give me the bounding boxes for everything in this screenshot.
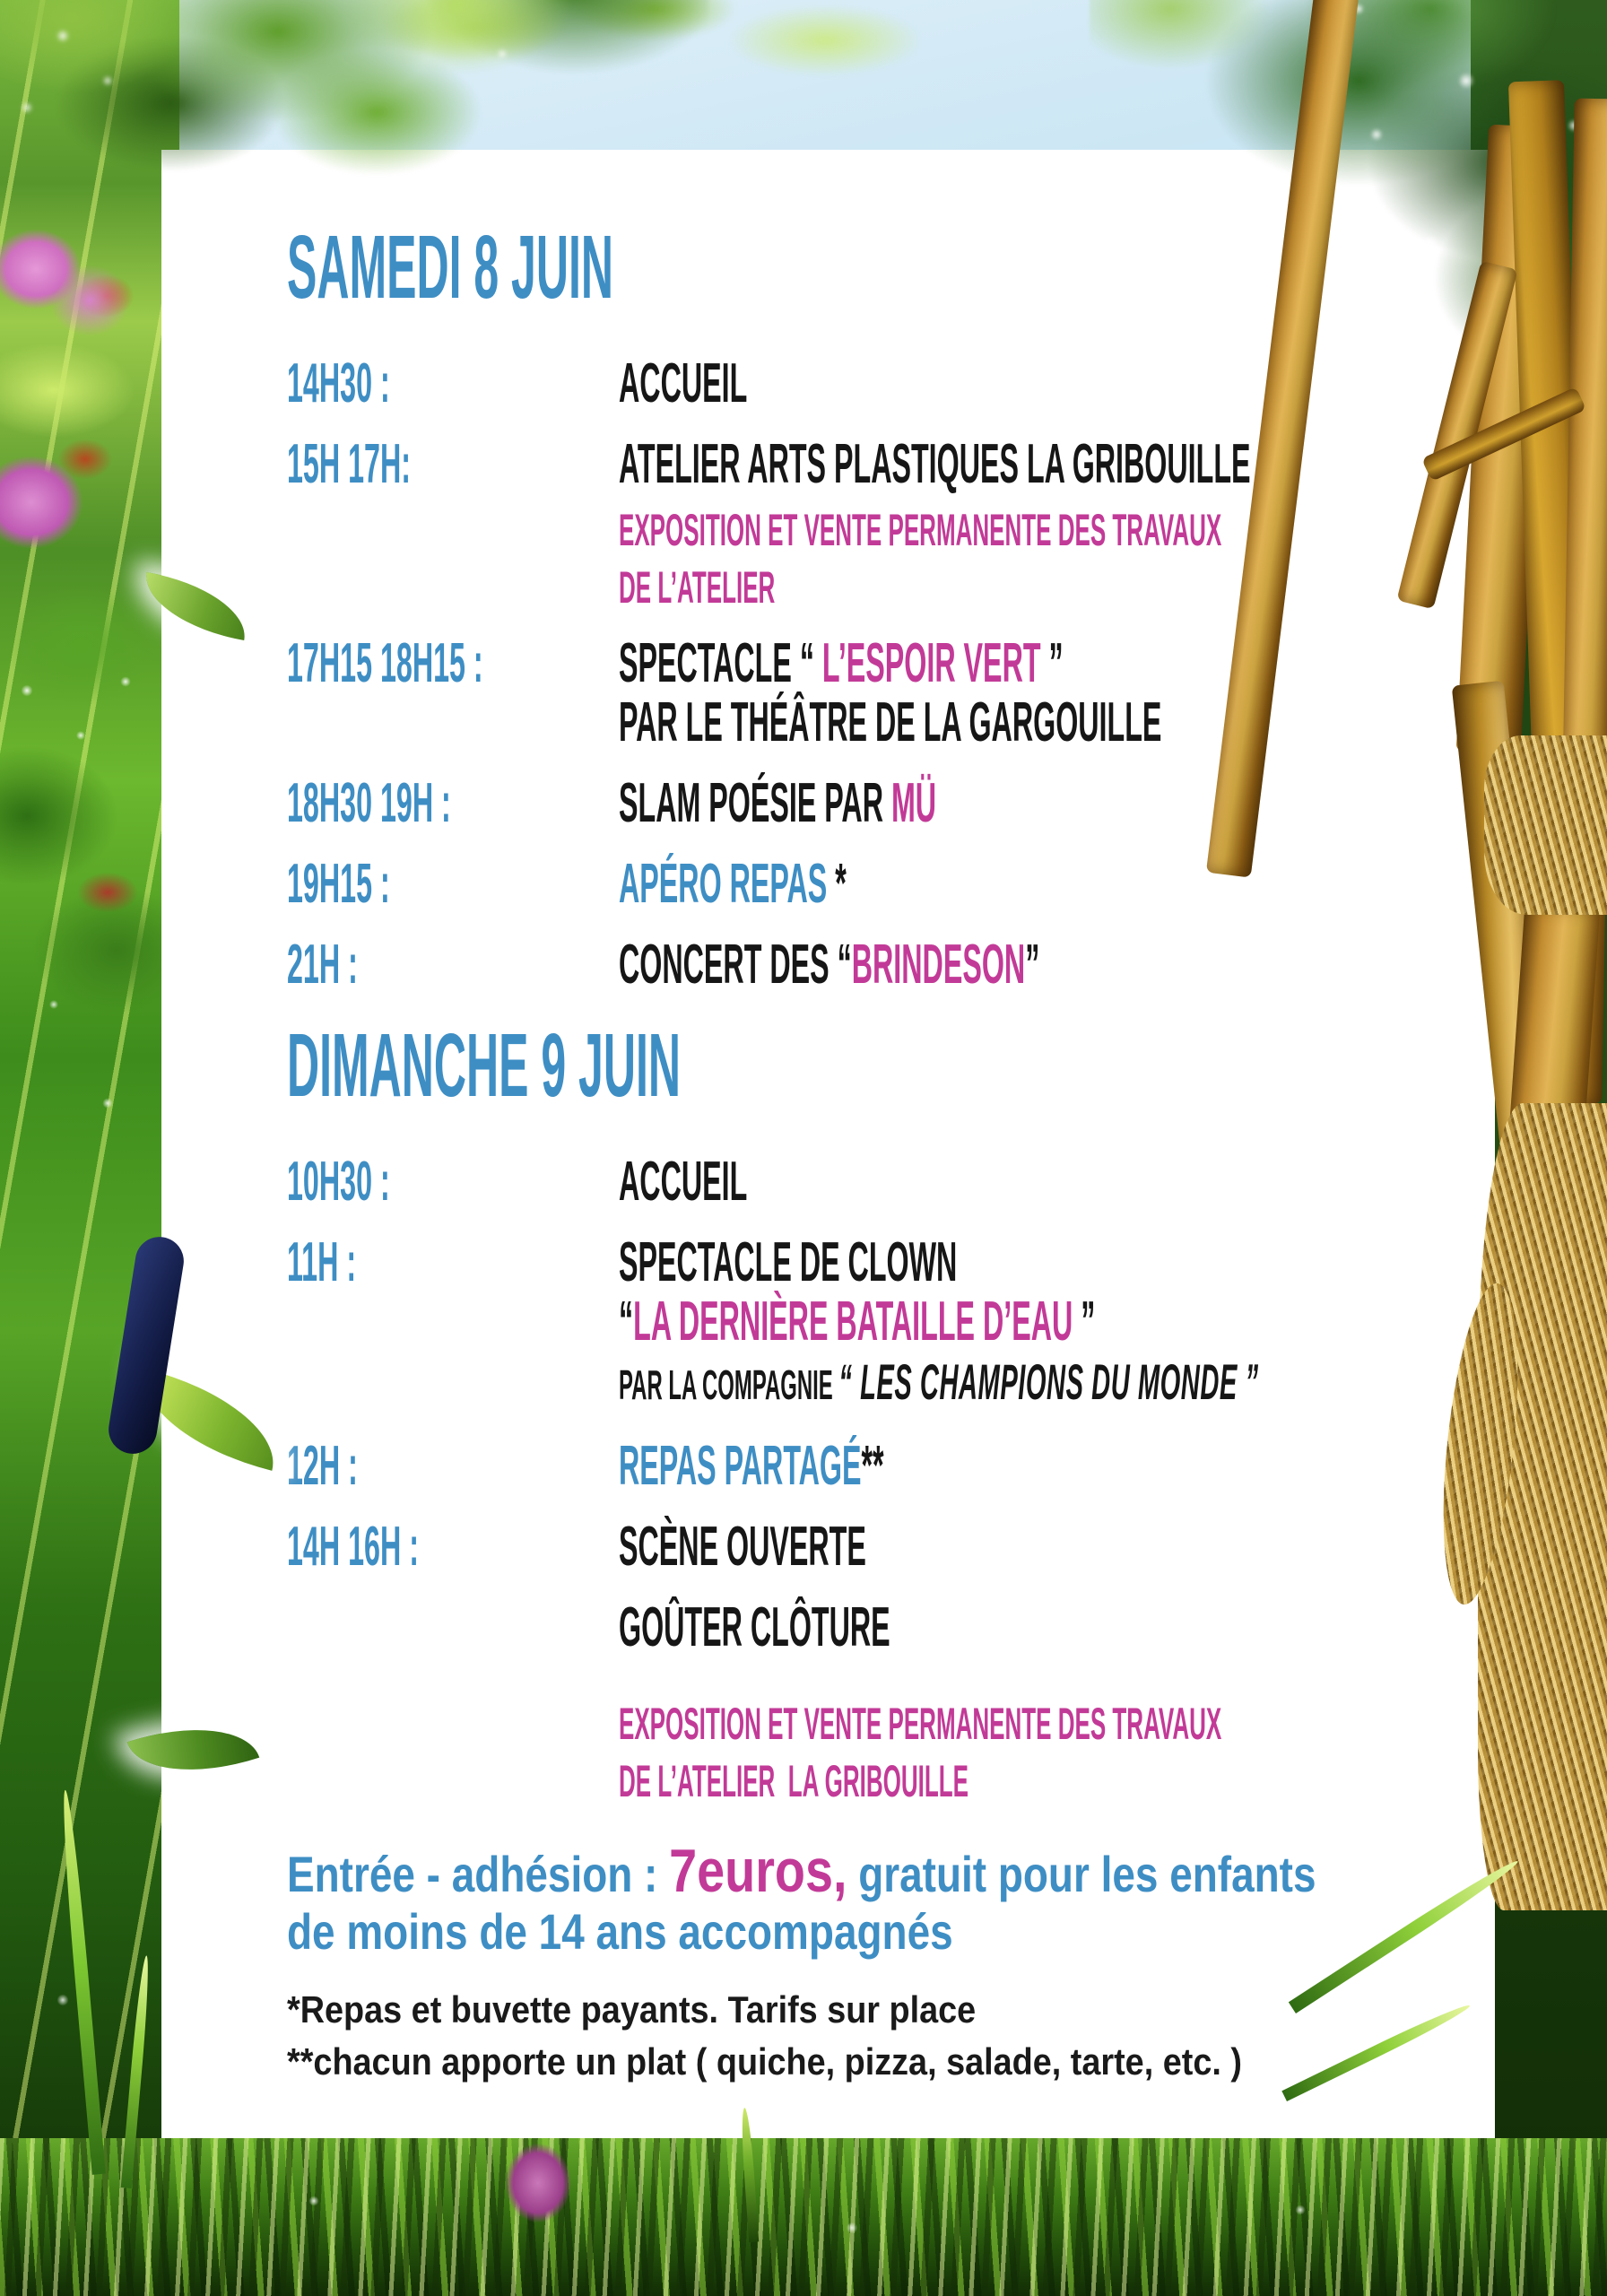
time-text: 17H15 18H15 : (287, 632, 483, 694)
event-line-text (619, 774, 936, 833)
event-line (619, 1518, 1095, 1577)
time-label (287, 1692, 619, 1806)
time-label (287, 1437, 619, 1496)
schedule-row (287, 634, 1459, 752)
event-content (619, 935, 1429, 995)
event-line (619, 855, 1056, 914)
footnote-2-text: **chacun apporte un plat ( quiche, pizza, salade, tarte, etc. ) (287, 2040, 1242, 2083)
text-segment: SPECTACLE “ (619, 632, 822, 694)
event-line-text (619, 435, 1251, 494)
event-line (619, 562, 1607, 613)
event-line-text (619, 1152, 747, 1212)
event-line-text (619, 1292, 1095, 1352)
time-label (287, 855, 619, 914)
grass-band (0, 2138, 1607, 2296)
event-line (619, 1699, 1607, 1749)
text-segment: SPECTACLE DE CLOWN (619, 1231, 958, 1293)
event-line (619, 1437, 1128, 1496)
text-segment: DE L’ATELIER (619, 562, 776, 613)
time-text: 18H30 19H : (287, 772, 451, 834)
text-segment: ” (1040, 632, 1064, 694)
footnote-1 (287, 1984, 1459, 2036)
text-segment: * (835, 853, 847, 915)
footnote-2 (287, 2036, 1459, 2088)
footnote-1-text: *Repas et buvette payants. Tarifs sur place (287, 1988, 977, 2031)
time-text: 21H : (287, 934, 358, 996)
event-line (619, 1756, 1607, 1806)
time-text: 15H 17H: (287, 433, 411, 495)
schedule-row (287, 1437, 1459, 1496)
pricing-line-1 (287, 1837, 1459, 1905)
event-line (619, 505, 1607, 555)
schedule-row (287, 1152, 1459, 1212)
event-line (619, 774, 1229, 833)
event-content (619, 1437, 1128, 1496)
time-label (287, 634, 619, 752)
schedule-row (287, 1233, 1459, 1415)
text-segment: BRINDESON (851, 934, 1026, 996)
pricing-suffix: gratuit pour les enfants (847, 1846, 1316, 1902)
time-text: 14H 16H : (287, 1516, 419, 1578)
schedule-row (287, 774, 1459, 833)
event-content (619, 1152, 866, 1212)
text-segment: EXPOSITION ET VENTE PERMANENTE DES TRAVAUX (619, 1699, 1222, 1749)
event-line (619, 1152, 866, 1212)
event-line-text (619, 505, 1221, 555)
time-label (287, 435, 619, 613)
text-segment: APÉRO REPAS (619, 853, 836, 915)
text-segment: ” (1025, 934, 1040, 996)
text-segment: ** (861, 1435, 884, 1497)
left-foliage-strip (0, 0, 179, 2296)
event-line-text (619, 935, 1039, 995)
text-segment: REPAS PARTAGÉ (619, 1435, 862, 1497)
day-title-text: SAMEDI 8 JUIN (287, 217, 613, 317)
event-line (619, 935, 1429, 995)
pricing-line-2 (287, 1903, 1459, 1961)
schedule-row (287, 1518, 1459, 1577)
event-line-text (619, 1756, 969, 1806)
time-label (287, 935, 619, 995)
day-section (287, 1015, 1459, 1806)
event-content (619, 774, 1229, 833)
event-line-text (619, 1518, 866, 1577)
event-line-text (619, 693, 1161, 752)
event-line-text (619, 1352, 1259, 1415)
time-text: 19H15 : (287, 853, 390, 915)
event-content (619, 1692, 1607, 1806)
schedule-row (287, 855, 1459, 914)
event-content (619, 1518, 1095, 1577)
event-line (619, 1598, 1141, 1657)
event-line (619, 1292, 1607, 1352)
schedule-row (287, 1692, 1459, 1806)
text-segment: GOÛTER CLÔTURE (619, 1596, 890, 1658)
text-segment: ” (1073, 1291, 1096, 1352)
text-segment: EXPOSITION ET VENTE PERMANENTE DES TRAVAUX (619, 505, 1222, 555)
event-content (619, 354, 866, 413)
text-segment: ATELIER ARTS PLASTIQUES LA GRIBOUILLE (619, 433, 1251, 495)
text-segment: CONCERT DES “ (619, 934, 852, 996)
event-content (619, 1598, 1141, 1657)
day-title (287, 1015, 1459, 1116)
event-line-text (619, 1437, 884, 1496)
text-segment: SCÈNE OUVERTE (619, 1516, 866, 1578)
text-segment: ACCUEIL (619, 352, 748, 414)
event-line-text (619, 855, 847, 914)
day-title-text: DIMANCHE 9 JUIN (287, 1015, 681, 1116)
schedule-row (287, 935, 1459, 995)
time-text: 11H : (287, 1231, 357, 1293)
text-segment: L’ESPOIR VERT (821, 632, 1041, 694)
text-segment: PAR LA COMPAGNIE (619, 1361, 839, 1408)
pricing-prefix: Entrée - adhésion : (287, 1846, 670, 1902)
time-label (287, 1233, 619, 1415)
pricing-price: 7euros, (669, 1837, 847, 1905)
text-segment: ACCUEIL (619, 1151, 748, 1213)
event-line-text (619, 634, 1064, 693)
time-label (287, 1598, 619, 1657)
time-text: 14H30 : (287, 352, 390, 414)
footnotes (287, 1984, 1459, 2088)
event-line (619, 1233, 1607, 1292)
time-text: 10H30 : (287, 1151, 390, 1213)
text-segment: MÜ (890, 772, 937, 834)
text-segment: LA DERNIÈRE BATAILLE D’EAU (633, 1291, 1073, 1352)
pricing-note (287, 1837, 1459, 1961)
text-segment: PAR LE THÉÂTRE DE LA GARGOUILLE (619, 691, 1162, 753)
text-segment: SLAM POÉSIE PAR (619, 772, 891, 834)
time-label (287, 1152, 619, 1212)
text-segment: “ (619, 1291, 634, 1352)
schedule-row (287, 1598, 1459, 1657)
time-label (287, 774, 619, 833)
pricing-line2-text: de moins de 14 ans accompagnés (287, 1903, 953, 1960)
time-text: 12H : (287, 1435, 358, 1497)
event-line-text (619, 1233, 957, 1292)
event-line (619, 354, 866, 413)
time-label (287, 354, 619, 413)
pricing-text (287, 1837, 1316, 1905)
text-segment: “ LES CHAMPIONS DU MONDE ” (838, 1353, 1259, 1410)
straw-texture (1484, 735, 1607, 915)
time-label (287, 1518, 619, 1577)
event-content (619, 855, 1056, 914)
pink-flower-patch (1481, 1848, 1607, 2063)
event-line-text (619, 354, 747, 413)
text-segment: DE L’ATELIER LA GRIBOUILLE (619, 1756, 969, 1806)
event-line-text (619, 1598, 890, 1657)
event-line-text (619, 562, 775, 613)
event-line-text (619, 1699, 1221, 1749)
